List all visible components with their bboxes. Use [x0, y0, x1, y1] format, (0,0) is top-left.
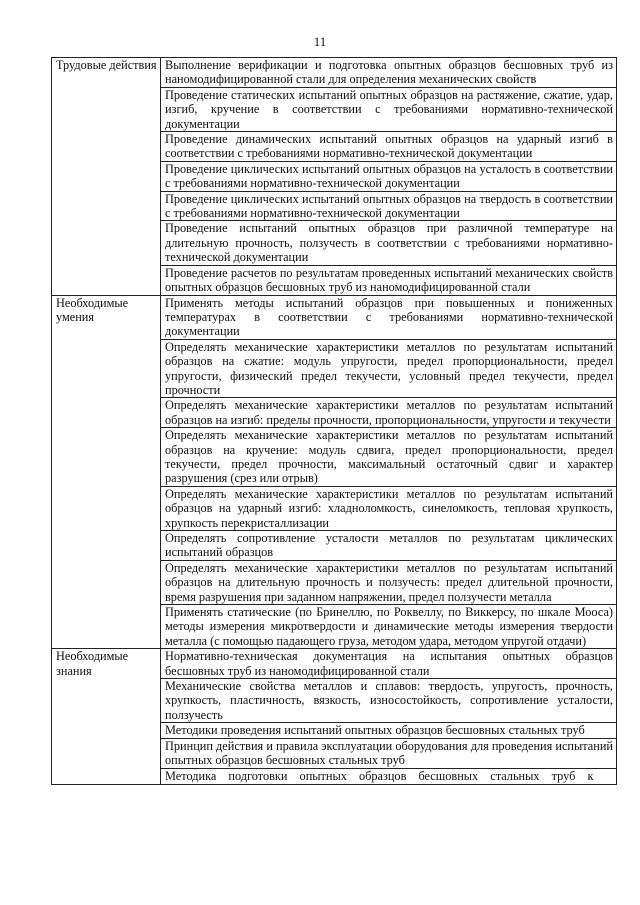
- list-item: Выполнение верификации и подготовка опытных образцов бесшовных труб из наномодифицированной стали для определения механических свойств: [161, 58, 617, 88]
- table-row: [52, 649, 617, 679]
- list-item: Определять механические характеристики металлов по результатам испытаний образцов на сжатие: модуль упругости, предел пропорциональности, предел упругости, физический предел текучести, условный предел текучести, предел прочности: [161, 339, 617, 398]
- list-item: Определять механические характеристики металлов по результатам испытаний образцов на изгиб: пределы прочности, пропорциональности, упругости и текучести: [161, 398, 617, 428]
- list-item: Определять механические характеристики металлов по результатам испытаний образцов на кручение: модуль сдвига, предел пропорциональности, предел текучести, предел прочности, максимальный остаточный сдвиг и характер разрушения (срез или отрыв): [161, 428, 617, 487]
- section-label-labor-actions: Трудовые действия: [52, 58, 161, 296]
- list-item: Проведение циклических испытаний опытных образцов на усталость в соответствии с требованиями нормативно-технической документации: [161, 161, 617, 191]
- list-item: Применять методы испытаний образцов при повышенных и пониженных температурах в соответствии с требованиями нормативно-технической документации: [161, 295, 617, 339]
- list-item: Проведение расчетов по результатам проведенных испытаний механических свойств опытных образцов бесшовных труб из наномодифицированной стали: [161, 265, 617, 295]
- list-item: Проведение динамических испытаний опытных образцов на ударный изгиб в соответствии с требованиями нормативно-технической документации: [161, 132, 617, 162]
- table-row: [52, 295, 617, 339]
- section-label-required-knowledge: Необходимые знания: [52, 649, 161, 784]
- table-row: [52, 58, 617, 88]
- list-item-text: Методика подготовки опытных образцов бесшовных стальных труб к: [165, 768, 594, 783]
- list-item: Применять статические (по Бринеллю, по Роквеллу, по Виккерсу, по шкале Мооса) методы измерения микротвердости и динамические методы измерения твердости металла (с помощью падающего груза, методом удара, методом упругой отдачи): [161, 605, 617, 649]
- list-item: Методики проведения испытаний опытных образцов бесшовных стальных труб: [161, 723, 617, 738]
- page-number: 11: [313, 34, 327, 49]
- list-item: Проведение циклических испытаний опытных образцов на твердость в соответствии с требованиями нормативно-технической документации: [161, 191, 617, 221]
- list-item: Проведение статических испытаний опытных образцов на растяжение, сжатие, удар, изгиб, кручение в соответствии с требованиями нормативно-технической документации: [161, 87, 617, 131]
- list-item: Определять механические характеристики металлов по результатам испытаний образцов на длительную прочность и ползучесть: предел длительной прочности, время разрушения при заданном напряжении, предел ползучести металла: [161, 560, 617, 604]
- list-item: Нормативно-техническая документация на испытания опытных образцов бесшовных труб из наномодифицированной стали: [161, 649, 617, 679]
- section-label-required-skills: Необходимые умения: [52, 295, 161, 649]
- list-item: Механические свойства металлов и сплавов: твердость, упругость, прочность, хрупкость, пластичность, вязкость, износостойкость, сопротивление усталости, ползучесть: [161, 679, 617, 723]
- list-item: Определять сопротивление усталости металлов по результатам циклических испытаний образцов: [161, 531, 617, 561]
- competency-table: [51, 57, 617, 785]
- list-item: Принцип действия и правила эксплуатации оборудования для проведения испытаний опытных образцов бесшовных стальных труб: [161, 738, 617, 768]
- list-item: Определять механические характеристики металлов по результатам испытаний образцов на ударный изгиб: хладноломкость, синеломкость, тепловая хрупкость, хрупкость перекристаллизации: [161, 486, 617, 530]
- list-item-cut-off: [161, 768, 617, 784]
- list-item: Проведение испытаний опытных образцов при различной температуре на длительную прочность, ползучесть в соответствии с требованиями нормативно-технической документации: [161, 221, 617, 265]
